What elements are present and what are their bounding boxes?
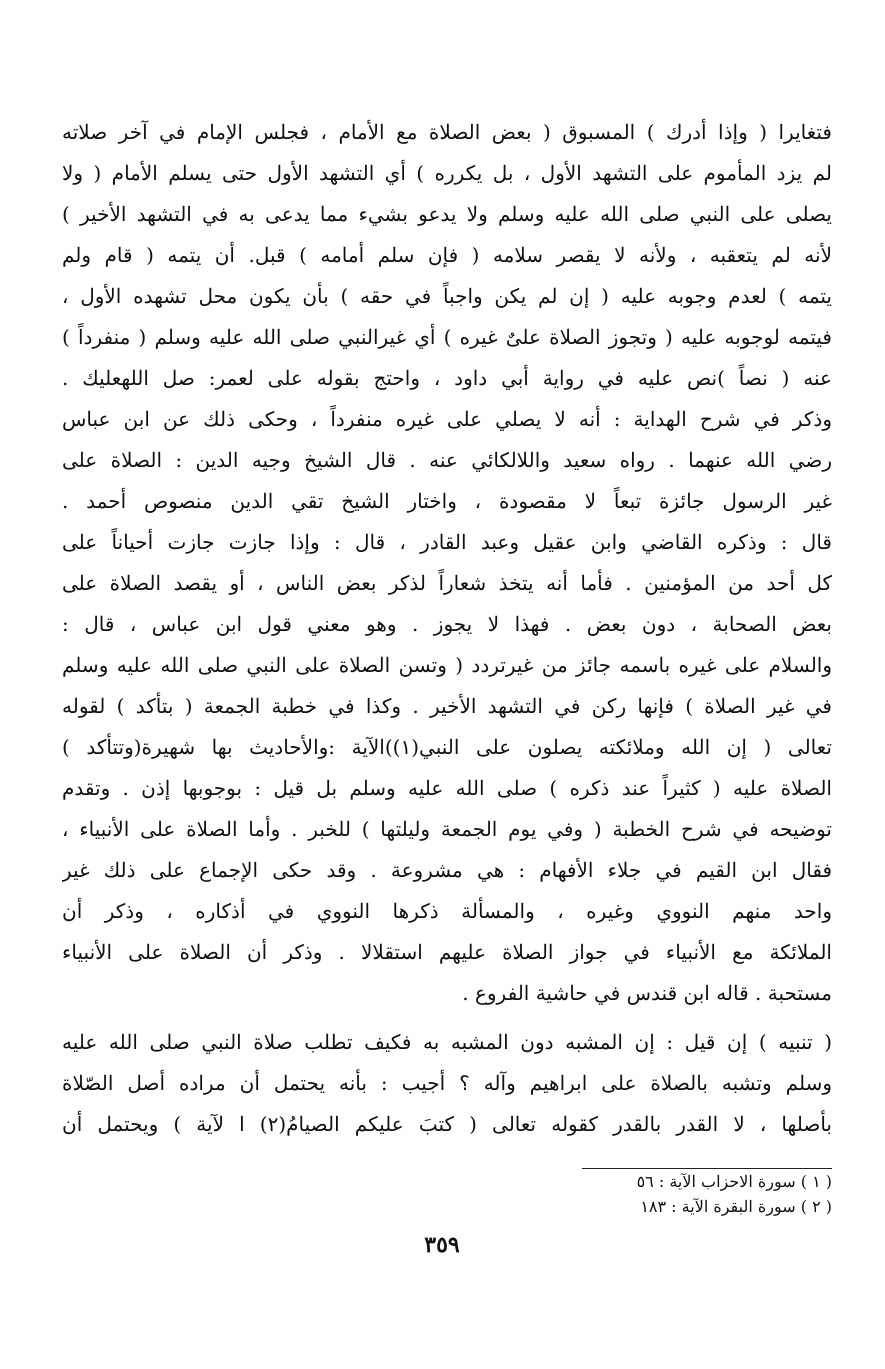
page-body <box>62 112 832 1145</box>
paragraph-gap <box>62 1014 832 1022</box>
text-line: فقال ابن القيم في جلاء الأفهام : هي مشروعة . وقد حكى الإجماع على ذلك غير <box>62 858 832 882</box>
text-line: بعض الصحابة ، دون بعض . فهذا لا يجوز . وهو معني قول ابن عباس ، قال : <box>62 612 832 636</box>
text-line: كل أحد من المؤمنين . فأما أنه يتخذ شعاراً لذكر بعض الناس ، أو يقصد الصلاة على <box>62 571 832 595</box>
text-line: توضيحه في شرح الخطبة ( وفي يوم الجمعة وليلتها ) للخبر . وأما الصلاة على الأنبياء ، <box>62 817 832 841</box>
paragraph-main <box>62 112 832 1014</box>
paragraph-note <box>62 1022 832 1145</box>
text-line: لأنه لم يتعقبه ، ولأنه لا يقصر سلامه ( فإن سلم أمامه ) قبل. أن يتمه ( قام ولم <box>62 243 832 267</box>
text-line: والسلام على غيره باسمه جائز من غيرتردد ( وتسن الصلاة على النبي صلى الله عليه وسلم <box>62 653 832 677</box>
text-line: تعالى ( إن الله وملائكته يصلون على النبي(١))الآية :والأحاديث بها شهيرة(وتتأكد ) <box>62 735 832 759</box>
text-line: فيتمه لوجوبه عليه ( وتجوز الصلاة علىٌ غيره ) أي غيرالنبي صلى الله عليه وسلم ( منفرداً ) <box>62 325 832 349</box>
text-line: عنه ( نصاً )نص عليه في رواية أبي داود ، واحتج بقوله على لعمر: صل اللهعليك . <box>62 366 832 390</box>
text-line: يصلى على النبي صلى الله عليه وسلم ولا يدعو بشيء مما يدعى به في التشهد الأخير ) <box>62 202 832 226</box>
footnote-item: ( ٢ ) سورة البقرة الآية : ١٨٣ <box>640 1197 832 1216</box>
page-number: ٣٥٩ <box>424 1232 460 1258</box>
footnotes <box>92 1168 832 1219</box>
text-line: الملائكة مع الأنبياء في جواز الصلاة عليهم استقلالا . وذكر أن الصلاة على الأنبياء <box>62 940 832 964</box>
footnote-item: ( ١ ) سورة الاحزاب الآية : ٥٦ <box>636 1172 832 1191</box>
text-line: قال : وذكره القاضي وابن عقيل وعبد القادر ، قال : وإذا جازت جازت أحياناً على <box>62 530 832 554</box>
text-line: وذكر في شرح الهداية : أنه لا يصلي على غيره منفرداً ، وحكى ذلك عن ابن عباس <box>62 407 832 431</box>
text-line: واحد منهم النووي وغيره ، والمسألة ذكرها النووي في أذكاره ، وذكر أن <box>62 899 832 923</box>
text-line: في غير الصلاة ) فإنها ركن في التشهد الأخير . وكذا في خطبة الجمعة ( بتأكد ) لقوله <box>62 694 832 718</box>
text-line: غير الرسول جائزة تبعاً لا مقصودة ، واختار الشيخ تقي الدين منصوص أحمد . <box>62 489 832 513</box>
text-line: فتغايرا ( وإذا أدرك ) المسبوق ( بعض الصلاة مع الأمام ، فجلس الإمام في آخر صلاته <box>62 120 832 144</box>
text-line: الصلاة عليه ( كثيراً عند ذكره ) صلى الله عليه وسلم بل قيل : بوجوبها إذن . وتقدم <box>62 776 832 800</box>
text-line: مستحبة . قاله ابن قندس في حاشية الفروع . <box>462 981 832 1005</box>
text-line: وسلم وتشبه بالصلاة على ابراهيم وآله ؟ أجيب : بأنه يحتمل أن مراده أصل الصّلاة <box>62 1071 832 1095</box>
text-line: رضي الله عنهما . رواه سعيد واللالكائي عنه . قال الشيخ وجيه الدين : الصلاة على <box>62 448 832 472</box>
text-line: يتمه ) لعدم وجوبه عليه ( إن لم يكن واجباً في حقه ) بأن يكون محل تشهده الأول ، <box>62 284 832 308</box>
text-line: بأصلها ، لا القدر بالقدر كقوله تعالى ( كتبَ عليكم الصيامُ(٢) ا لآية ) ويحتمل أن <box>62 1112 832 1136</box>
text-line: لم يزد المأموم على التشهد الأول ، بل يكرره ) أي التشهد الأول حتى يسلم الأمام ( ولا <box>62 161 832 185</box>
text-line: ( تنبيه ) إن قيل : إن المشبه دون المشبه به فكيف تطلب صلاة النبي صلى الله عليه <box>62 1030 832 1054</box>
